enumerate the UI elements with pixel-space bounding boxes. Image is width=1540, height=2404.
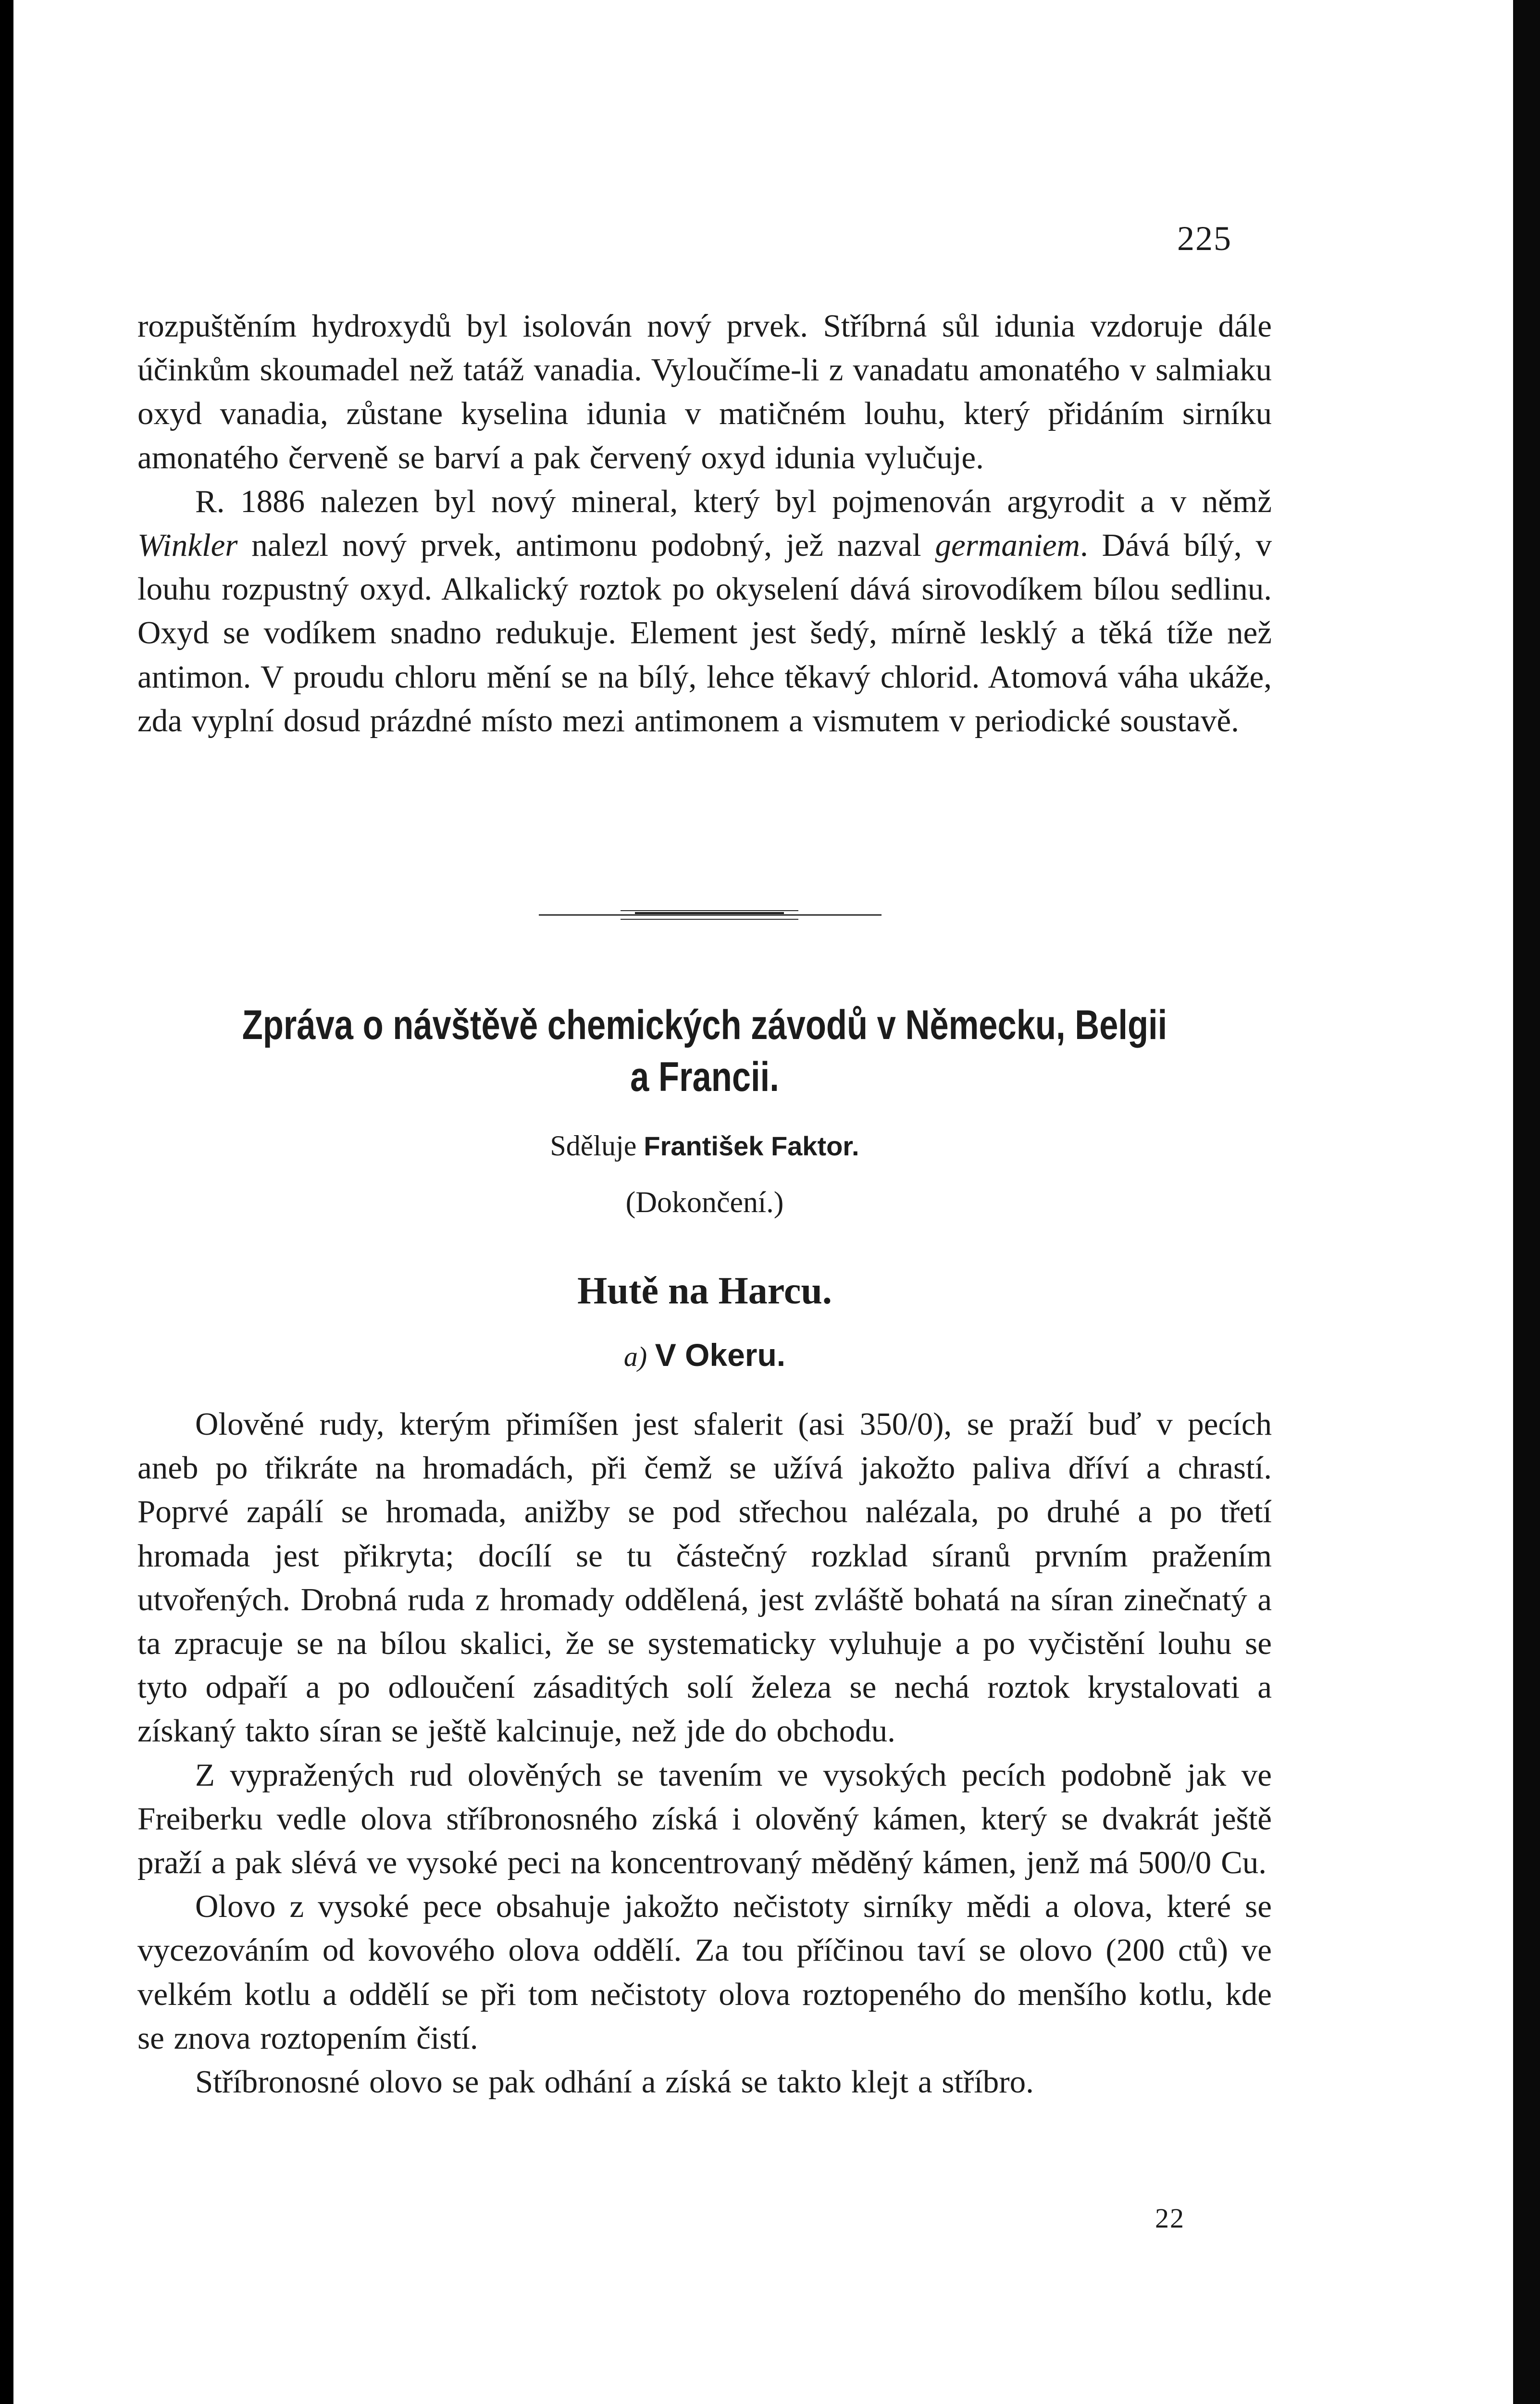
name-winkler: Winkler [137, 527, 238, 563]
paragraph-roasted-ores-start: Z vypražených rud olověných se tavením ve vysokých pecích podobně jak ve Freiberku vedle olova stříbronosného získá i olověný kámen, který se dvakrát ještě praží a pak slévá ve vysoké peci na koncentrovaný měděný kámen, jenž má 50 [137, 1757, 1272, 1881]
paragraph-lead-ores [137, 1402, 1272, 1753]
paragraph-silver-lead: Stříbronosné olovo se pak odhání a získá se takto klejt a stříbro. [195, 2064, 1034, 2100]
top-text-block [137, 304, 1272, 743]
paragraph-idunium: rozpuštěním hydroxydů byl isolován nový prvek. Stříbrná sůl idunia vzdoruje dále účinkům skoumadel než tatáž vanadia. Vyloučíme-li z vanadatu amonatého v salmiaku oxyd vanadia, zůstane kyselina idunia v matičném louhu, který přidáním sirníku amonatého červeně se barví a pak červený oxyd idunia vylučuje. [137, 308, 1272, 476]
subsection-name: V Okeru. [655, 1337, 786, 1373]
continuation-note: (Dokončení.) [625, 1186, 784, 1219]
term-germanium: germaniem [935, 527, 1080, 563]
byline [137, 1128, 1272, 1164]
book-page [13, 0, 1513, 2404]
paragraph-germanium-end: . Dává bílý, v louhu rozpustný oxyd. Alkalický roztok po okyselení dává sirovodíkem bílou sedlinu. Oxyd se vodíkem snadno redukuje. Element jest šedý, mírně lesklý a těká tíže než antimon. V proudu chloru mění se na bílý, lehce těkavý chlorid. Atomová váha ukáže, zda vyplní dosud prázdné místo mezi antimonem a vismutem v periodické soustavě. [137, 527, 1272, 739]
paragraph-germanium-start: R. 1886 nalezen byl nový mineral, který byl pojmenován argyrodit a v němž [195, 483, 1272, 519]
page-number: 225 [1177, 219, 1232, 258]
article-title-line-2: a Francii. [630, 1054, 779, 1100]
author-name: František Faktor. [644, 1131, 859, 1161]
paragraph-germanium-mid: nalezl nový prvek, antimonu podobný, jež nazval [237, 527, 935, 563]
byline-prefix: Sděluje [550, 1130, 637, 1162]
paragraph-roasted-ores [137, 1753, 1272, 1885]
printer-signature-mark: 22 [1155, 2203, 1185, 2234]
subsection-heading [137, 1337, 1272, 1375]
paragraph-germanium [137, 480, 1272, 743]
scan-border-right [1513, 0, 1540, 2404]
paragraph-lead-ores-end: ), se praží buď v pecích aneb po třikráte na hromadách, při čemž se užívá jakožto paliva dříví a chrastí. Poprvé zapálí se hromada, anižby se pod střechou nalézala, po druhé a po třetí hromada jest přikryta; docílí se tu částečný rozklad síranů prvním pražením utvořených. Drobná ruda z hromady oddělená, jest zvláště bohatá na síran zinečnatý a ta zpracuje se na bílou skalici, že se systematicky vyluhuje a po vyčistění louhu se tyto odpaří a po odloučení zásaditých solí železa se nechá roztok krystalovati a získaný takto síran se ještě kalcinuje, než jde do obchodu. [137, 1406, 1272, 1749]
article-title [239, 999, 1169, 1103]
article-title-line-1: Zpráva o návštěvě chemických závodů v Německu, Belgii [242, 1002, 1167, 1048]
paragraph-lead-ores-start: Olověné rudy, kterým přimíšen jest sfalerit (asi 35 [195, 1406, 892, 1442]
subsection-marker: a) [623, 1341, 647, 1372]
section-heading: Hutě na Harcu. [577, 1270, 832, 1312]
paragraph-lead-refining: Olovo z vysoké pece obsahuje jakožto nečistoty sirníky mědi a olova, které se vycezováním od kovového olova oddělí. Za tou příčinou taví se olovo (200 ctů) ve velkém kotlu a oddělí se při tom nečistoty olova roztopeného do menšího kotlu, kde se znova roztopením čistí. [137, 1889, 1272, 2056]
paragraph-roasted-ores-end: Cu. [1211, 1845, 1267, 1881]
percent-sign: 0/0 [1170, 1845, 1212, 1881]
percent-sign: 0/0 [892, 1406, 933, 1442]
body-text-block [137, 1402, 1272, 2104]
section-divider-rule [539, 908, 882, 922]
